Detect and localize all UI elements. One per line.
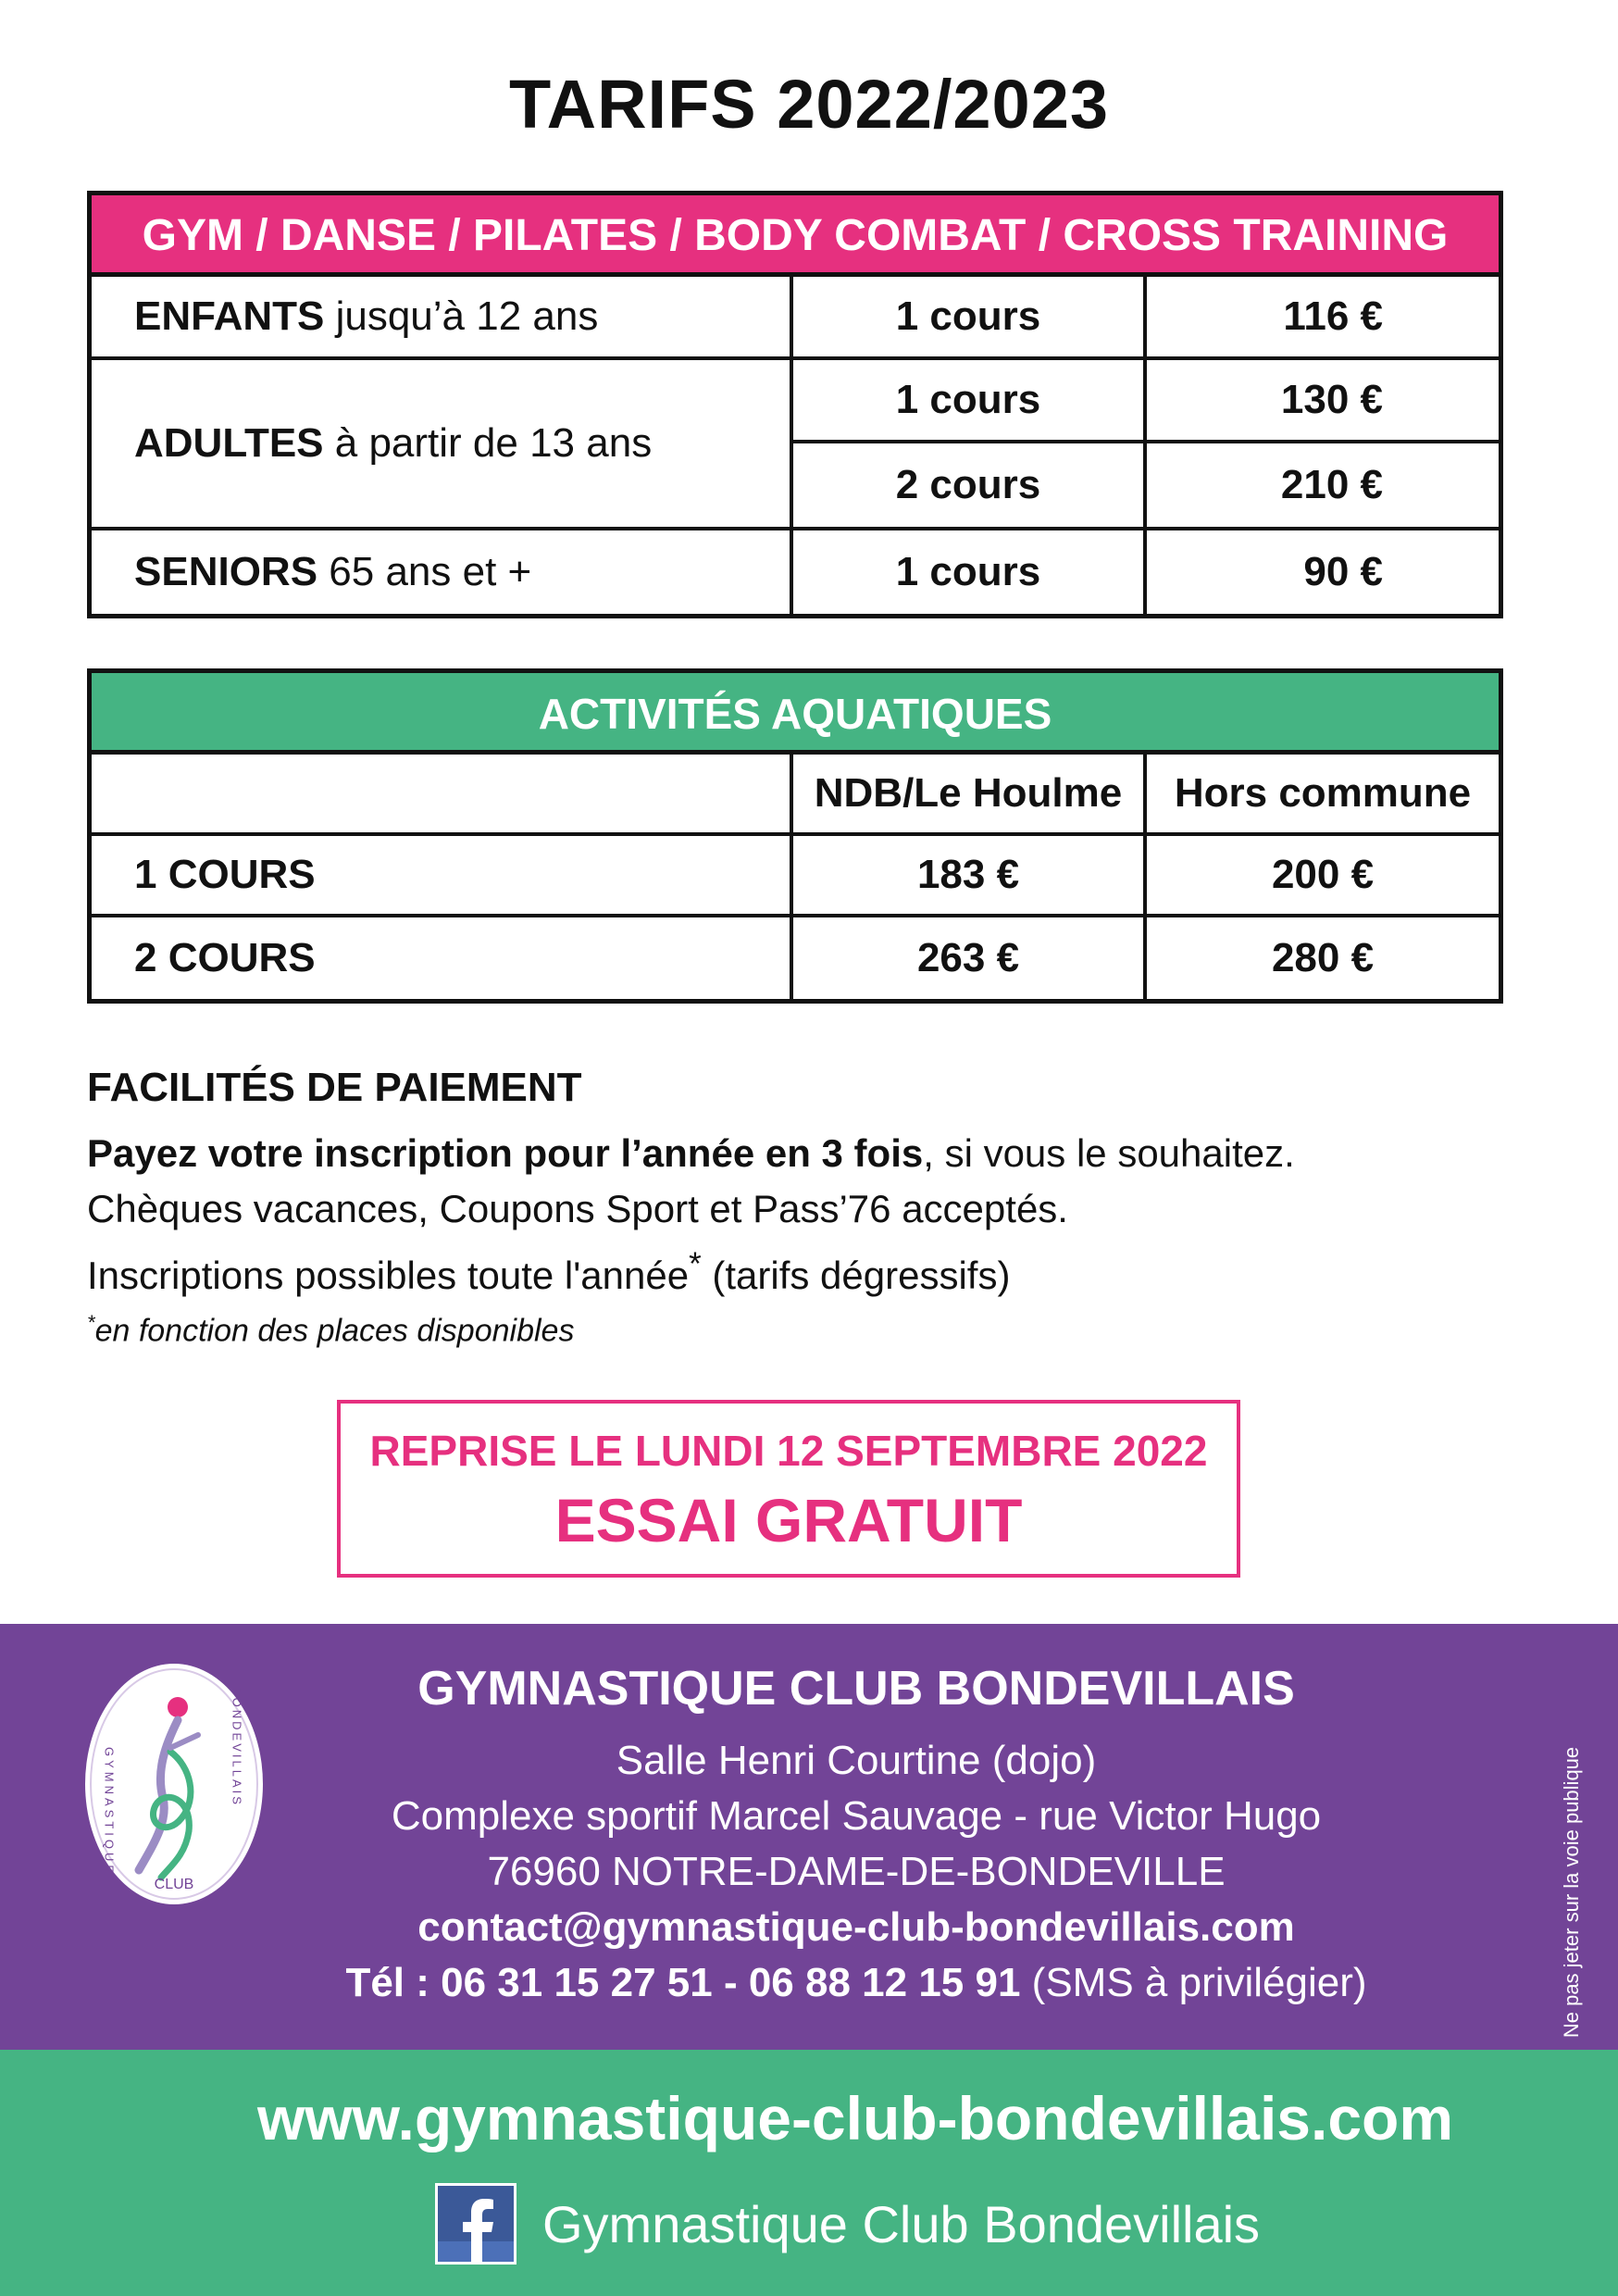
- payment-line-3: [87, 1237, 1475, 1304]
- aqua-hors-price: 200 €: [1271, 852, 1375, 897]
- payment-line-2: Chèques vacances, Coupons Sport et Pass’76 acceptés.: [87, 1187, 1068, 1230]
- enfants-cours: 1 cours: [793, 277, 1147, 356]
- footer-band: [0, 2050, 1618, 2296]
- club-info-band: [0, 1624, 1618, 2050]
- page-title: TARIFS 2022/2023: [508, 66, 1110, 143]
- enfants-label: ENFANTS: [134, 293, 325, 339]
- club-name: GYMNASTIQUE CLUB BONDEVILLAIS: [417, 1662, 1295, 1716]
- facebook-link[interactable]: [435, 2183, 1260, 2265]
- club-email-link[interactable]: contact@gymnastique-club-bondevillais.com: [417, 1904, 1295, 1950]
- adultes-cours-2: 2 cours: [793, 443, 1147, 527]
- payment-title: FACILITÉS DE PAIEMENT: [87, 1065, 582, 1110]
- aqua-row-label: 1 COURS: [92, 836, 793, 914]
- adultes-prices: [793, 360, 1499, 527]
- enfants-label-cell: [92, 277, 793, 356]
- footnote-text: en fonction des places disponibles: [94, 1313, 575, 1349]
- gym-table-header: GYM / DANSE / PILATES / BODY COMBAT / CROSS TRAINING: [92, 195, 1499, 277]
- facebook-icon: [435, 2183, 517, 2265]
- website-link[interactable]: www.gymnastique-club-bondevillais.com: [256, 2084, 1454, 2152]
- enfants-price-cell: [1147, 277, 1499, 356]
- table-row: [92, 917, 1499, 999]
- adultes-cours-1: 1 cours: [793, 360, 1147, 440]
- column-header-empty: [92, 755, 793, 832]
- essai-gratuit-box: [337, 1400, 1240, 1578]
- payment-line-1-rest: , si vous le souhaitez.: [923, 1131, 1295, 1175]
- table-row: [92, 530, 1499, 614]
- table-header-row: [92, 755, 1499, 836]
- seniors-detail: 65 ans et +: [329, 549, 532, 594]
- aqua-ndb-price: 263 €: [793, 917, 1147, 999]
- club-phone-line: [278, 1955, 1435, 2011]
- side-note-text: Ne pas jeter sur la voie publique: [1560, 1746, 1583, 2039]
- adultes-price-2: 210 €: [1280, 462, 1383, 507]
- adultes-price-cell-2: [1147, 443, 1499, 527]
- adultes-price-cell-1: [1147, 360, 1499, 440]
- adultes-label: ADULTES: [134, 420, 324, 466]
- table-row: [793, 443, 1499, 527]
- table-row: [793, 360, 1499, 443]
- club-address-2: Complexe sportif Marcel Sauvage - rue Victor Hugo: [391, 1793, 1322, 1839]
- adultes-detail: à partir de 13 ans: [334, 420, 653, 466]
- aqua-row-label: 2 COURS: [92, 917, 793, 999]
- adultes-label-cell: [92, 360, 793, 527]
- club-address-1: Salle Henri Courtine (dojo): [616, 1738, 1097, 1783]
- club-phone-note: (SMS à privilégier): [1020, 1960, 1367, 2005]
- payment-line-1-bold: Payez votre inscription pour l’année en 3 fois: [87, 1131, 924, 1175]
- table-row: [92, 277, 1499, 360]
- side-note: [1553, 1716, 1590, 2068]
- adultes-price-1: 130 €: [1280, 377, 1383, 422]
- column-header-hors: Hors commune: [1174, 770, 1472, 816]
- seniors-cours: 1 cours: [793, 530, 1147, 614]
- aqua-tariff-table: [87, 668, 1503, 1004]
- essai-gratuit-label: ESSAI GRATUIT: [554, 1486, 1023, 1554]
- club-phone[interactable]: Tél : 06 31 15 27 51 - 06 88 12 15 91: [345, 1960, 1021, 2005]
- adultes-block: [92, 360, 1499, 530]
- club-address-3: 76960 NOTRE-DAME-DE-BONDEVILLE: [487, 1849, 1226, 1894]
- enfants-detail: jusqu’à 12 ans: [335, 293, 599, 339]
- aqua-hors-price: 280 €: [1271, 935, 1375, 980]
- footnote-asterisk: *: [87, 1311, 95, 1334]
- seniors-label-cell: [92, 530, 793, 614]
- reprise-date: REPRISE LE LUNDI 12 SEPTEMBRE 2022: [369, 1427, 1208, 1475]
- column-header-ndb: NDB/Le Houlme: [793, 755, 1147, 832]
- aqua-table-header: ACTIVITÉS AQUATIQUES: [92, 673, 1499, 755]
- logo-right-text: BONDEVILLAIS: [230, 1687, 244, 1807]
- logo-left-text: GYMNASTIQUE: [102, 1747, 117, 1878]
- club-logo: [81, 1659, 267, 1909]
- payment-line-3-b: (tarifs dégressifs): [701, 1254, 1011, 1297]
- aqua-ndb-price: 183 €: [793, 836, 1147, 914]
- gym-tariff-table: [87, 191, 1503, 618]
- club-contact: [278, 1661, 1435, 2011]
- payment-line-3-a: Inscriptions possibles toute l'année: [87, 1254, 690, 1297]
- seniors-label: SENIORS: [134, 549, 318, 594]
- payment-section: [87, 1065, 1475, 1349]
- payment-footnote: [87, 1311, 1475, 1349]
- enfants-price: 116 €: [1283, 293, 1383, 339]
- seniors-price-cell: [1147, 530, 1499, 614]
- payment-line-1: [87, 1126, 1475, 1181]
- seniors-price: 90 €: [1303, 549, 1383, 594]
- table-row: [92, 836, 1499, 917]
- facebook-label: Gymnastique Club Bondevillais: [542, 2194, 1261, 2253]
- logo-club-text: CLUB: [154, 1877, 194, 1892]
- asterisk-mark: *: [689, 1246, 702, 1282]
